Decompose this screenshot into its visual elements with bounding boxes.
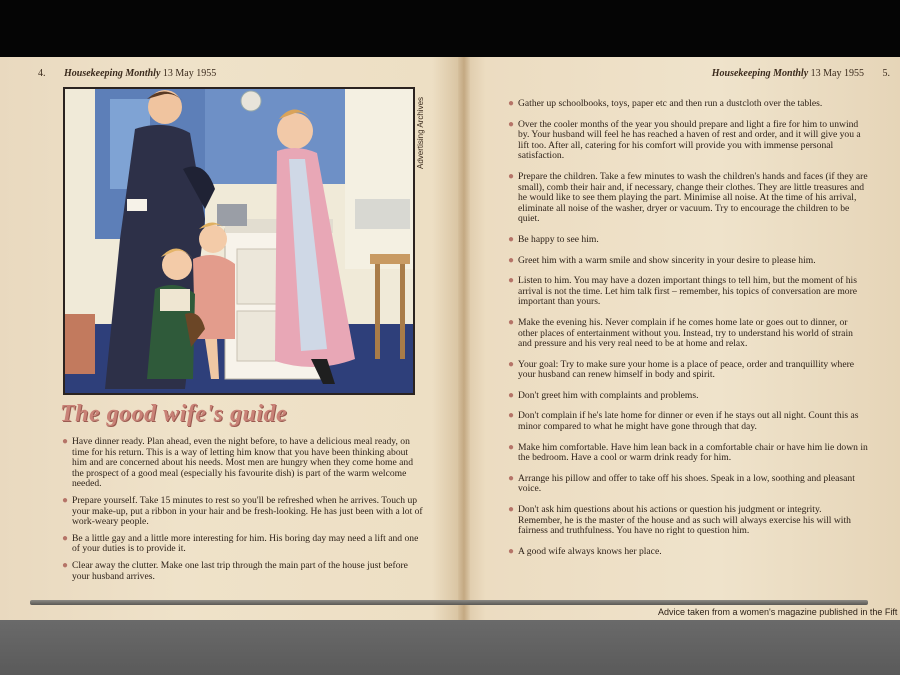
issue-date-left: 13 May 1955 [162,68,217,79]
girl-figure [199,225,227,253]
magazine-spread [0,57,900,620]
bullet-icon: ● [62,559,69,571]
bullet-icon: ● [508,254,515,266]
bullet-icon: ● [508,275,515,287]
tip-item: ● Prepare the children. Take a few minutes to wash the children's hands and faces (if they are small), comb their hair and, if necessary, change their clothes. They are little treasures and he would like to see them playing the part. Minimise all noise. At the time of his arrival, eliminate all noise of the washer, dryer or vacuum. Try to encourage the children to be quiet. [508,170,868,225]
tip-item: ● Make the evening his. Never complain if he comes home late or goes out to dinner, or other places of entertainment without you. Instead, try to understand his world of strain and pressure and his very real need to be at home and relax. [508,316,853,350]
left-page-number: 4. [38,68,46,79]
tip-item: ● Greet him with a warm smile and show sincerity in your desire to please him. [508,254,816,266]
bullet-icon: ● [62,532,69,544]
kitchen-scene [65,89,413,393]
bullet-icon: ● [508,358,515,370]
article-title: The good wife's guide [60,401,288,427]
top-letterbox [0,0,900,57]
tip-item: ● Prepare yourself. Take 15 minutes to rest so you'll be refreshed when he arrives. Touch up your make-up, put a ribbon in your hair and be fresh-looking. He has just been with a lot of work-weary people. [62,494,423,528]
tip-item: ● Be a little gay and a little more interesting for him. His boring day may need a lift and one of your duties is to provide it. [62,532,419,555]
bullet-icon: ● [508,545,515,557]
bullet-icon: ● [508,389,515,401]
right-tips-list [508,99,868,557]
left-page-header [38,68,216,79]
tip-item: ● Don't ask him questions about his actions or question his judgment or integrity. Remember, he is the master of the house and as such will always exercise his will with fairness and truthfulness. You have no right to question him. [508,504,851,537]
tip-item: ● Have dinner ready. Plan ahead, even the night before, to have a delicious meal ready, on time for his return. This is a way of letting him know that you have been thinking about him and are concerned about his needs. Most men are hungry when they come home and the prospect of a good meal (especially his favourite dish) is part of the warm welcome needed. [62,436,414,490]
bullet-icon: ● [508,170,515,182]
source-caption: Advice taken from a women's magazine published in the Fift [658,607,898,617]
bullet-icon: ● [508,118,515,130]
magazine-name-right: Housekeeping Monthly [711,68,809,79]
tip-item: ● Over the cooler months of the year you should prepare and light a fire for him to unwind by. Your husband will feel he has reached a haven of rest and order, and it will give you a lift too. After all, catering for his comfort will provide you with immense personal satisfaction. [508,118,861,162]
bullet-icon: ● [508,441,515,453]
bullet-icon: ● [508,472,515,484]
issue-date-right: 13 May 1955 [810,68,864,79]
tip-item: ● Don't greet him with complaints and problems. [508,389,699,401]
bullet-icon: ● [508,233,515,245]
bullet-icon: ● [508,98,515,109]
illustration-credit: Advertising Archives [416,96,425,169]
tip-item: ● A good wife always knows her place. [508,545,662,557]
wooden-stool [370,254,410,264]
kitchen-illustration [63,87,415,395]
bullet-icon: ● [508,504,515,516]
tip-item: ● Be happy to see him. [508,233,599,245]
tip-item: ● Gather up schoolbooks, toys, paper etc and then run a dustcloth over the tables. [508,98,823,109]
wall-clock [241,91,261,111]
bullet-icon: ● [508,316,515,328]
magazine-name-left: Housekeeping Monthly [64,68,161,79]
right-page-number: 5. [882,68,890,79]
tip-item: ● Listen to him. You may have a dozen important things to tell him, but the moment of his arrival is not the time. Let him talk first – remember, his topics of conversation are more important than yours. [508,275,858,308]
bullet-icon: ● [62,494,69,506]
bullet-icon: ● [508,410,515,422]
page-gutter [458,57,470,620]
left-tips-list [62,437,424,582]
tip-item: ● Don't complain if he's late home for dinner or even if he stays out all night. Count this as minor compared to what he might have gone through that day. [508,410,859,433]
bullet-icon: ● [62,436,69,447]
tip-item: ● Your goal: Try to make sure your home is a place of peace, order and tranquillity where your husband can renew himself in body and spirit. [508,358,855,381]
bottom-rule [30,600,868,605]
tip-item: ● Make him comfortable. Have him lean back in a comfortable chair or have him lie down in the bedroom. Have a cool or warm drink ready for him. [508,441,868,464]
cooking-pot [217,204,247,226]
right-page-header [712,68,890,79]
tip-item: ● Clear away the clutter. Make one last trip through the main part of the house just before your husband arrives. [62,559,408,582]
bottom-letterbox [0,620,900,675]
woman-figure [277,113,313,149]
tip-item: ● Arrange his pillow and offer to take off his shoes. Speak in a low, soothing and pleasant voice. [508,472,855,495]
